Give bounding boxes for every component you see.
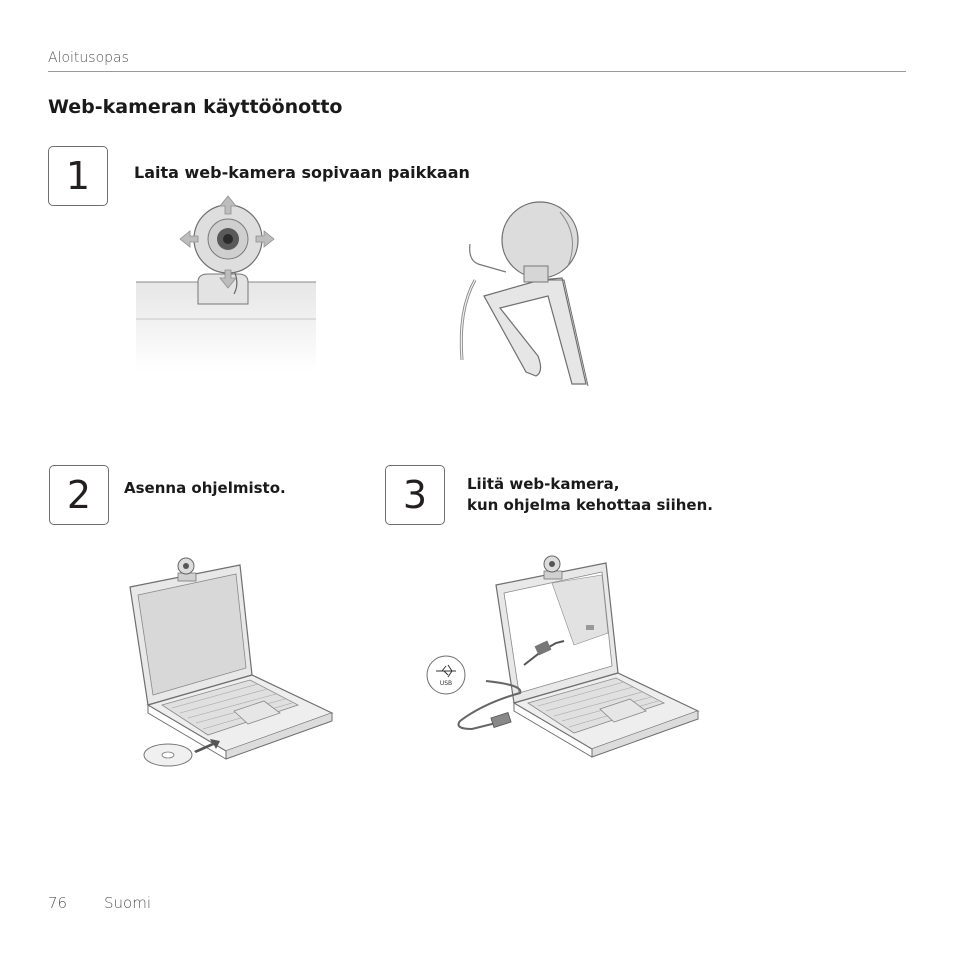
step-1-text: Laita web-kamera sopivaan paikkaan: [134, 163, 470, 182]
header-divider: [48, 71, 906, 72]
step-2-number-box: [49, 465, 109, 525]
step-1-number: 1: [65, 154, 91, 198]
webcam-adjust-arrows-illustration: [130, 190, 330, 380]
step-1-number-box: [48, 146, 108, 206]
step-3-text-line-2: kun ohjelma kehottaa siihen.: [467, 496, 713, 514]
step-3-text-line-1: Liitä web-kamera,: [467, 475, 620, 493]
usb-icon-label: USB: [439, 680, 453, 687]
language-label: Suomi: [104, 894, 151, 912]
step-3-text: [467, 474, 713, 516]
page-number: 76: [48, 894, 68, 912]
section-label: Aloitusopas: [48, 50, 129, 66]
laptop-usb-connect-illustration: [424, 553, 724, 763]
step-2-text: Asenna ohjelmisto.: [124, 479, 286, 497]
step-3-number-box: [385, 465, 445, 525]
step-2-number: 2: [66, 473, 92, 517]
laptop-cd-install-illustration: [128, 555, 348, 775]
webcam-clip-side-illustration: [440, 200, 620, 390]
page-title: Web-kameran käyttöönotto: [48, 96, 343, 118]
step-3-number: 3: [402, 473, 428, 517]
